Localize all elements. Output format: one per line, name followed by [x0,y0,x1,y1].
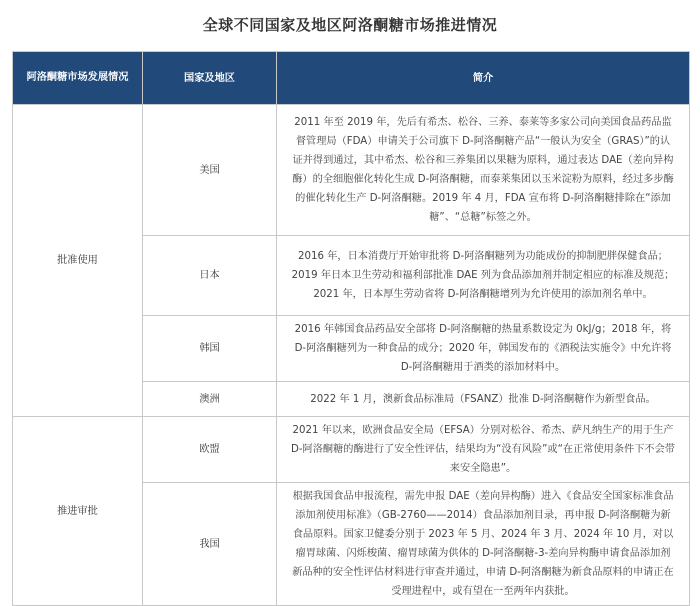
table-row [13,105,690,236]
header-intro: 简介 [277,52,690,105]
market-progress-table [12,51,690,606]
intro-cell: 2022 年 1 月，澳新食品标准局（FSANZ）批准 D-阿洛酮糖作为新型食品。 [277,382,690,417]
region-cell: 我国 [143,483,277,606]
category-approved: 批准使用 [13,105,143,417]
region-cell: 日本 [143,236,277,316]
table-header-row [13,52,690,105]
page-title: 全球不同国家及地区阿洛酮糖市场推进情况 [202,16,498,34]
intro-cell: 2021 年以来，欧洲食品安全局（EFSA）分别对松谷、希杰、萨凡纳生产的用于生产 D-阿洛酮糖的酶进行了安全性评估，结果均为“没有风险”或“在正常使用条件下不会带来安全隐患”。 [277,417,690,483]
region-cell: 韩国 [143,316,277,382]
region-cell: 澳洲 [143,382,277,417]
intro-cell: 2016 年韩国食品药品安全部将 D-阿洛酮糖的热量系数设定为 0kJ/g；2018 年，将 D-阿洛酮糖列为一种食品的成分；2020 年，韩国发布的《酒税法实施令》中允许将 D-阿洛酮糖用于酒类的添加材料中。 [277,316,690,382]
region-cell: 美国 [143,105,277,236]
header-region: 国家及地区 [143,52,277,105]
category-pending: 推进审批 [13,417,143,606]
intro-cell: 2011 年至 2019 年，先后有希杰、松谷、三养、泰莱等多家公司向美国食品药品监督管理局（FDA）申请关于公司旗下 D-阿洛酮糖产品“一般认为安全（GRAS）”的认证并得到通过，其中希杰、松谷和三养集团以果糖为原料，通过表达 DAE（差向异构酶）的全细胞催化转化生成 D-阿洛酮糖，而泰莱集团以玉米淀粉为原料，经过多步酶的催化转化生产 D-阿洛酮糖。2019 年 4 月，FDA 宣布将 D-阿洛酮糖排除在“添加糖”、“总糖”标签之外。 [277,105,690,236]
header-market-status: 阿洛酮糖市场发展情况 [13,52,143,105]
region-cell: 欧盟 [143,417,277,483]
table-row [13,417,690,483]
intro-cell: 根据我国食品申报流程，需先申报 DAE（差向异构酶）进入《食品安全国家标准食品添加剂使用标准》（GB-2760——2014）食品添加剂目录，再申报 D-阿洛酮糖为新食品原料。国家卫健委分别于 2023 年 5 月、2024 年 3 月、2024 年 10 月，对以瘤胃球菌、闪烁梭菌、瘤胃球菌为供体的 D-阿洛酮糖-3-差向异构酶申请食品添加剂新品种的安全性评估材料进行审查并通过，申请 D-阿洛酮糖为新食品原料的申请正在受理进程中，或有望在一至两年内获批。 [277,483,690,606]
intro-cell: 2016 年，日本消费厅开始审批将 D-阿洛酮糖列为功能成份的抑制肥胖保健食品；2019 年日本卫生劳动和福利部批准 DAE 列为食品添加剂并制定相应的标准及规范；2021 年，日本厚生劳动省将 D-阿洛酮糖增列为允许使用的添加剂名单中。 [277,236,690,316]
